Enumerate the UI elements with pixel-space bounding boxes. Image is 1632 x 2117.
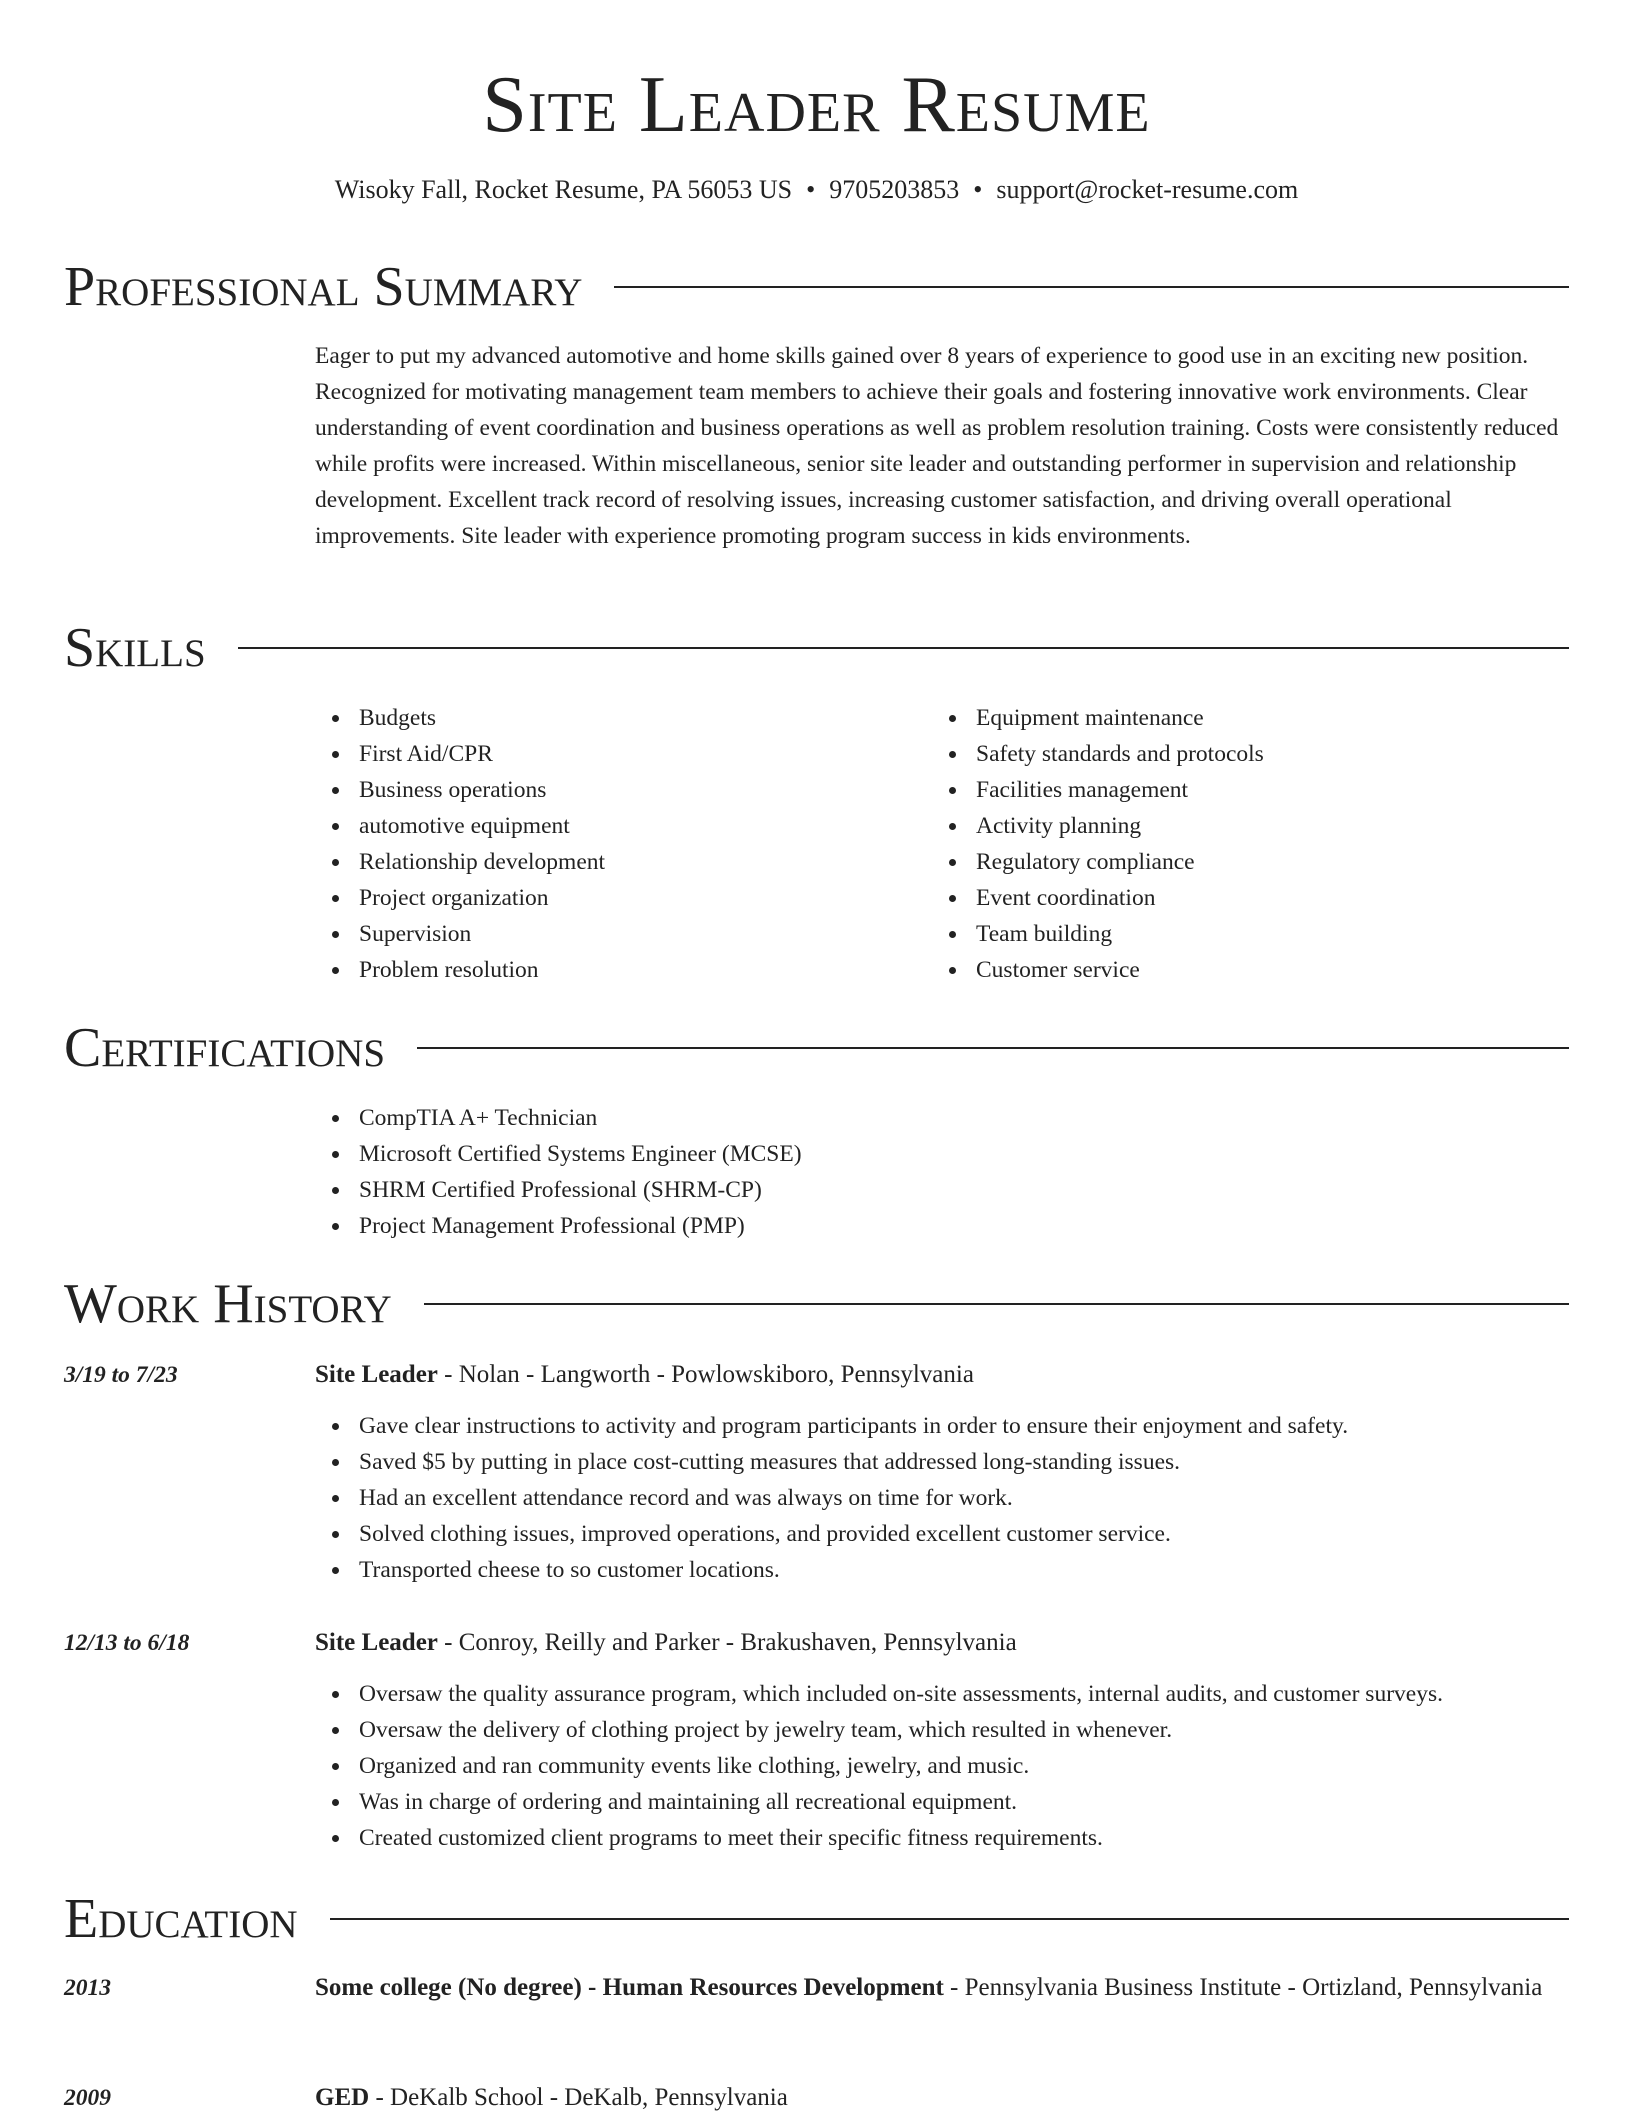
skill-item: Regulatory compliance (932, 844, 1532, 880)
skills-list-left (315, 700, 915, 988)
job-details: - Nolan - Langworth - Powlowskiboro, Pennsylvania (437, 1361, 974, 1388)
certification-item: CompTIA A+ Technician (315, 1100, 1569, 1136)
job-title: Site Leader (315, 1361, 438, 1388)
work-history-heading: Work History (64, 1273, 392, 1335)
skills-heading: Skills (64, 617, 206, 679)
job-bullets (315, 1408, 1569, 1588)
certifications-section-header (64, 1017, 1569, 1079)
job-bullet: Organized and ran community events like clothing, jewelry, and music. (315, 1748, 1569, 1784)
summary-heading: Professional Summary (64, 256, 583, 318)
job-header (315, 1624, 1569, 1662)
skills-list-right (932, 700, 1532, 988)
education-details: - DeKalb School - DeKalb, Pennsylvania (369, 2084, 788, 2111)
skill-item: Activity planning (932, 808, 1532, 844)
certification-item: Microsoft Certified Systems Engineer (MCSE) (315, 1136, 1569, 1172)
job-bullets (315, 1676, 1569, 1856)
education-details: - Pennsylvania Business Institute - Ortizland, Pennsylvania (943, 1974, 1543, 2001)
certification-item: Project Management Professional (PMP) (315, 1208, 1569, 1244)
section-divider (417, 1047, 1569, 1049)
section-divider (614, 286, 1569, 288)
job-bullet: Gave clear instructions to activity and program participants in order to ensure their enjoyment and safety. (315, 1408, 1569, 1444)
contact-separator: • (806, 175, 816, 204)
job-bullet: Was in charge of ordering and maintaining all recreational equipment. (315, 1784, 1569, 1820)
job-bullet: Created customized client programs to meet their specific fitness requirements. (315, 1820, 1569, 1856)
education-section-header (64, 1888, 1569, 1950)
job-dates: 12/13 to 6/18 (64, 1630, 190, 1656)
summary-text: Eager to put my advanced automotive and home skills gained over 8 years of experience to good use in an exciting new position. Recognized for motivating management team members to achieve their goals and fostering innovative work environments. Clear understanding of event coordination and business operations as well as problem resolution training. Costs were consistently reduced while profits were increased. Within miscellaneous, senior site leader and outstanding performer in supervision and relationship development. Excellent track record of resolving issues, increasing customer satisfaction, and driving overall operational improvements. Site leader with experience promoting program success in kids environments. (315, 343, 1559, 549)
skill-item: Event coordination (932, 880, 1532, 916)
certification-item: SHRM Certified Professional (SHRM-CP) (315, 1172, 1569, 1208)
section-divider (238, 647, 1569, 649)
job-dates: 3/19 to 7/23 (64, 1362, 178, 1388)
job-bullet: Had an excellent attendance record and was always on time for work. (315, 1480, 1569, 1516)
education-heading: Education (64, 1888, 298, 1950)
skill-item: Relationship development (315, 844, 915, 880)
skill-item: Business operations (315, 772, 915, 808)
skill-item: Safety standards and protocols (932, 736, 1532, 772)
job-header (315, 1356, 1569, 1394)
education-entry (315, 1969, 1569, 2007)
section-divider (424, 1303, 1569, 1305)
job-bullet: Oversaw the quality assurance program, which included on-site assessments, internal audits, and customer surveys. (315, 1676, 1569, 1712)
skill-item: First Aid/CPR (315, 736, 915, 772)
summary-section-header (64, 256, 1569, 318)
skill-item: Problem resolution (315, 952, 915, 988)
skill-item: Customer service (932, 952, 1532, 988)
contact-address: Wisoky Fall, Rocket Resume, PA 56053 US (334, 175, 793, 204)
certifications-list (315, 1100, 1569, 1244)
education-entry (315, 2079, 1569, 2117)
job-title: Site Leader (315, 1629, 438, 1656)
contact-email: support@rocket-resume.com (996, 175, 1299, 204)
skill-item: Equipment maintenance (932, 700, 1532, 736)
certifications-heading: Certifications (64, 1017, 386, 1079)
skills-section-header (64, 617, 1569, 679)
section-divider (330, 1918, 1569, 1920)
contact-line (64, 172, 1569, 208)
job-bullet: Saved $5 by putting in place cost-cutting measures that addressed long-standing issues. (315, 1444, 1569, 1480)
skill-item: automotive equipment (315, 808, 915, 844)
job-bullet: Solved clothing issues, improved operations, and provided excellent customer service. (315, 1516, 1569, 1552)
job-details: - Conroy, Reilly and Parker - Brakushaven, Pennsylvania (437, 1629, 1017, 1656)
contact-phone: 9705203853 (829, 175, 960, 204)
skill-item: Supervision (315, 916, 915, 952)
resume-title: Site Leader Resume (482, 61, 1151, 149)
skill-item: Budgets (315, 700, 915, 736)
education-year: 2009 (64, 2085, 111, 2111)
education-degree: Some college (No degree) - Human Resources Development (315, 1974, 944, 2001)
education-degree: GED (315, 2084, 370, 2111)
skill-item: Team building (932, 916, 1532, 952)
job-bullet: Transported cheese to so customer locations. (315, 1552, 1569, 1588)
work-history-section-header (64, 1273, 1569, 1335)
skill-item: Facilities management (932, 772, 1532, 808)
skill-item: Project organization (315, 880, 915, 916)
job-bullet: Oversaw the delivery of clothing project by jewelry team, which resulted in whenever. (315, 1712, 1569, 1748)
contact-separator: • (973, 175, 983, 204)
education-year: 2013 (64, 1975, 111, 2001)
